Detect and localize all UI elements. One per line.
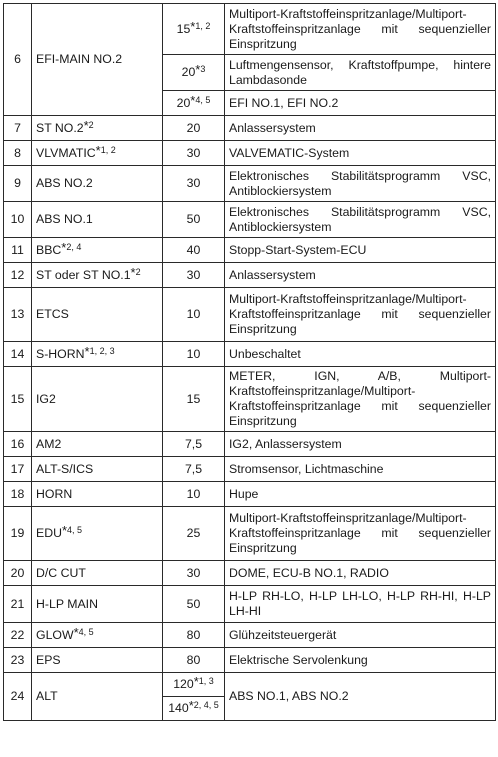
fuse-number: 23 — [4, 648, 32, 673]
description: Stopp-Start-System-ECU — [225, 238, 496, 263]
fuse-number: 11 — [4, 238, 32, 263]
table-row — [4, 586, 496, 623]
description: Elektronisches Stabilitätsprogramm VSC, Antiblockiersystem — [225, 166, 496, 202]
fuse-name: HORN — [32, 482, 163, 507]
footnote-star: * — [190, 18, 196, 34]
description: Hupe — [225, 482, 496, 507]
table-row — [4, 482, 496, 507]
fuse-number: 15 — [4, 367, 32, 432]
table-row — [4, 342, 496, 367]
amperage: 50 — [163, 586, 225, 623]
footnote-star: * — [193, 674, 199, 689]
amperage: 10 — [163, 482, 225, 507]
table-row — [4, 202, 496, 238]
footnote-star: * — [84, 343, 90, 359]
description: Anlassersystem — [225, 263, 496, 288]
fuse-name: IG2 — [32, 367, 163, 432]
description: Multiport-Kraftstoffeinspritzanlage/Multiport-Kraftstoffeinspritzanlage mit sequenzieller Einspritzung — [225, 288, 496, 342]
amperage: 140*$^{2, 4, 5}$ — [163, 697, 225, 721]
fuse-name: ST oder ST NO.1*$^2$ — [32, 263, 163, 288]
fuse-number: 14 — [4, 342, 32, 367]
fuse-number: 20 — [4, 561, 32, 586]
amperage: 80 — [163, 648, 225, 673]
fuse-name: ALT — [32, 673, 163, 721]
fuse-name: ABS NO.1 — [32, 202, 163, 238]
footnote-star: * — [190, 92, 196, 108]
table-row — [4, 263, 496, 288]
amperage: 20 — [163, 116, 225, 141]
amperage: 80 — [163, 623, 225, 648]
description: Stromsensor, Lichtmaschine — [225, 457, 496, 482]
description: Unbeschaltet — [225, 342, 496, 367]
footnote-star: * — [61, 523, 68, 538]
table-row — [4, 367, 496, 432]
description: Luftmengensensor, Kraftstoffpumpe, hintere Lambdasonde — [225, 55, 496, 91]
amperage: 10 — [163, 342, 225, 367]
amperage: 7,5 — [163, 432, 225, 457]
fuse-number: 24 — [4, 673, 32, 721]
fuse-number: 21 — [4, 586, 32, 623]
table-row — [4, 432, 496, 457]
fuse-table — [3, 3, 496, 721]
table-row — [4, 116, 496, 141]
table-row — [4, 288, 496, 342]
fuse-name: ST NO.2*$^2$ — [32, 116, 163, 141]
fuse-number: 18 — [4, 482, 32, 507]
description: ABS NO.1, ABS NO.2 — [225, 673, 496, 721]
amperage: 7,5 — [163, 457, 225, 482]
table-row — [4, 673, 496, 697]
fuse-name: S-HORN*$^{1, 2, 3}$ — [32, 342, 163, 367]
amperage: 120*$^{1, 3}$ — [163, 673, 225, 697]
footnote-star: * — [130, 264, 136, 280]
description: Multiport-Kraftstoffeinspritzanlage/Multiport-Kraftstoffeinspritzanlage mit sequenzieller Einspritzung — [225, 4, 496, 55]
table-row — [4, 141, 496, 166]
fuse-number: 8 — [4, 141, 32, 166]
fuse-number: 6 — [4, 4, 32, 116]
table-row — [4, 166, 496, 202]
description: DOME, ECU-B NO.1, RADIO — [225, 561, 496, 586]
description: Elektronisches Stabilitätsprogramm VSC, Antiblockiersystem — [225, 202, 496, 238]
amperage: 40 — [163, 238, 225, 263]
footnote-star: * — [61, 239, 67, 255]
description: EFI NO.1, EFI NO.2 — [225, 91, 496, 116]
fuse-number: 22 — [4, 623, 32, 648]
fuse-name: VLVMATIC*$^{1, 2}$ — [32, 141, 163, 166]
footnote-star: * — [195, 62, 201, 77]
fuse-name: ALT-S/ICS — [32, 457, 163, 482]
description: Multiport-Kraftstoffeinspritzanlage/Multiport-Kraftstoffeinspritzanlage mit sequenzieller Einspritzung — [225, 507, 496, 561]
amperage: 30 — [163, 561, 225, 586]
fuse-name: H-LP MAIN — [32, 586, 163, 623]
fuse-name: EFI-MAIN NO.2 — [32, 4, 163, 116]
amperage: 20*$^{4, 5}$ — [163, 91, 225, 116]
amperage: 15 — [163, 367, 225, 432]
description: Anlassersystem — [225, 116, 496, 141]
fuse-number: 17 — [4, 457, 32, 482]
amperage: 30 — [163, 166, 225, 202]
fuse-name: BBC*$^{2, 4}$ — [32, 238, 163, 263]
amperage: 10 — [163, 288, 225, 342]
table-row — [4, 507, 496, 561]
amperage: 20*$^3$ — [163, 55, 225, 91]
fuse-number: 7 — [4, 116, 32, 141]
table-row — [4, 457, 496, 482]
footnote-star: * — [73, 624, 79, 640]
description: IG2, Anlassersystem — [225, 432, 496, 457]
description: Glühzeitsteuergerät — [225, 623, 496, 648]
fuse-name: ETCS — [32, 288, 163, 342]
amperage: 30 — [163, 263, 225, 288]
fuse-number: 13 — [4, 288, 32, 342]
fuse-name: AM2 — [32, 432, 163, 457]
fuse-name: EPS — [32, 648, 163, 673]
table-row — [4, 4, 496, 55]
fuse-number: 19 — [4, 507, 32, 561]
fuse-name: EDU*$^{4, 5}$ — [32, 507, 163, 561]
table-row — [4, 623, 496, 648]
fuse-number: 16 — [4, 432, 32, 457]
description: Elektrische Servolenkung — [225, 648, 496, 673]
description: H-LP RH-LO, H-LP LH-LO, H-LP RH-HI, H-LP LH-HI — [225, 586, 496, 623]
amperage: 30 — [163, 141, 225, 166]
fuse-name: ABS NO.2 — [32, 166, 163, 202]
fuse-name: GLOW*$^{4, 5}$ — [32, 623, 163, 648]
table-row — [4, 561, 496, 586]
table-row — [4, 648, 496, 673]
fuse-number: 9 — [4, 166, 32, 202]
amperage: 15*$^{1, 2}$ — [163, 4, 225, 55]
footnote-star: * — [83, 117, 89, 133]
description: METER, IGN, A/B, Multiport-Kraftstoffeinspritzanlage/Multiport-Kraftstoffeinspritzanlage mit sequenzieller Einspritzung — [225, 367, 496, 432]
footnote-star: * — [188, 698, 194, 713]
fuse-name: D/C CUT — [32, 561, 163, 586]
fuse-number: 10 — [4, 202, 32, 238]
amperage: 50 — [163, 202, 225, 238]
fuse-number: 12 — [4, 263, 32, 288]
amperage: 25 — [163, 507, 225, 561]
footnote-star: * — [95, 142, 101, 158]
table-row — [4, 238, 496, 263]
description: VALVEMATIC-System — [225, 141, 496, 166]
